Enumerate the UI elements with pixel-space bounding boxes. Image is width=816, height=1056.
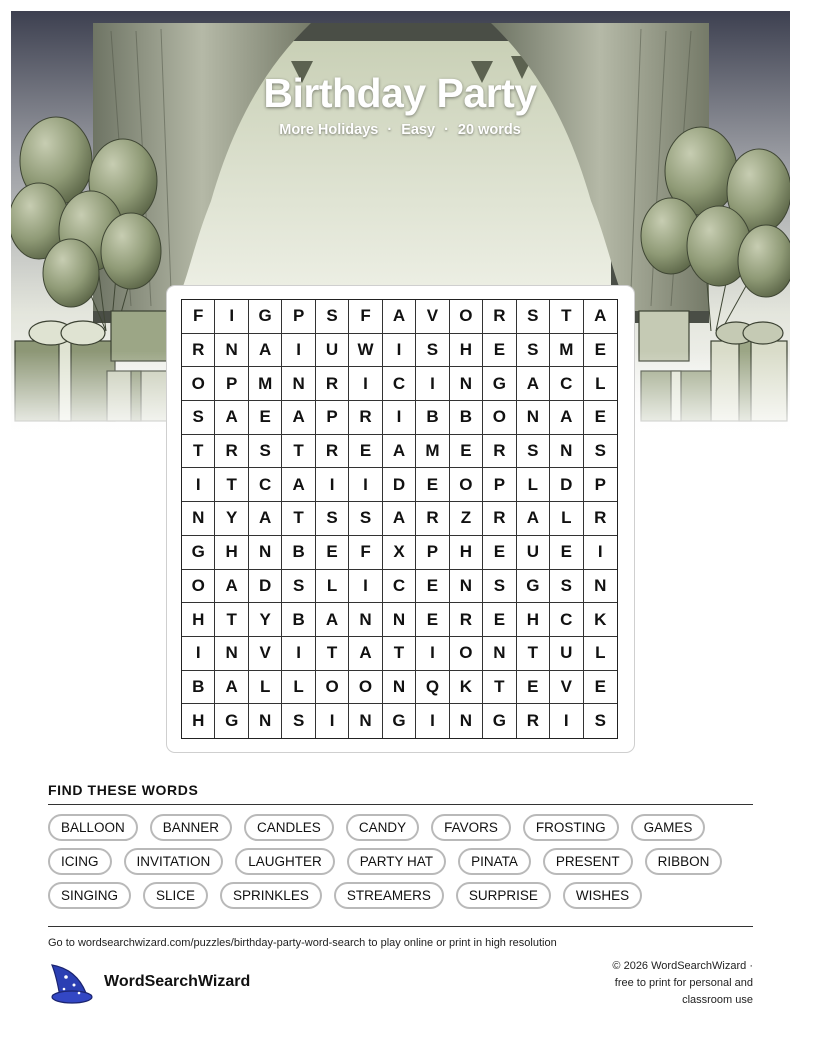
word-pill: CANDLES <box>244 814 334 841</box>
grid-cell: T <box>282 502 315 536</box>
word-pill: SLICE <box>143 882 208 909</box>
copyright-line: free to print for personal and <box>614 977 753 989</box>
grid-cell: N <box>249 536 282 570</box>
grid-cell: G <box>483 367 516 401</box>
copyright-line: © 2026 WordSearchWizard · <box>612 960 753 972</box>
difficulty-label: Easy <box>401 122 436 138</box>
grid-cell: O <box>182 570 215 604</box>
grid-cell: U <box>550 637 583 671</box>
grid-cell: N <box>450 570 483 604</box>
grid-cell: R <box>182 334 215 368</box>
grid-cell: E <box>349 435 382 469</box>
grid-cell: S <box>550 570 583 604</box>
grid-cell: T <box>282 435 315 469</box>
grid-cell: N <box>215 334 248 368</box>
grid-cell: S <box>594 711 606 731</box>
grid-cell: E <box>483 603 516 637</box>
grid-cell: B <box>450 401 483 435</box>
grid-cell: G <box>483 704 516 738</box>
grid-cell: R <box>416 502 449 536</box>
grid-cell: Y <box>215 502 248 536</box>
grid-cell: G <box>517 570 550 604</box>
grid-cell: G <box>182 536 215 570</box>
category-label: More Holidays <box>279 122 379 138</box>
grid-cell: A <box>215 671 248 705</box>
grid-cell: E <box>416 468 449 502</box>
grid-cell: F <box>349 536 382 570</box>
grid-cell: O <box>450 468 483 502</box>
grid-cell: M <box>249 367 282 401</box>
word-bank-row <box>48 848 768 875</box>
grid-cell: L <box>249 671 282 705</box>
grid-cell: S <box>316 300 349 334</box>
word-pill: BALLOON <box>48 814 138 841</box>
grid-cell: K <box>450 671 483 705</box>
grid-cell: A <box>249 502 282 536</box>
grid-cell: N <box>215 637 248 671</box>
word-bank-heading: FIND THESE WORDS <box>48 782 199 798</box>
copyright-notice <box>553 958 753 1009</box>
grid-cell: O <box>450 300 483 334</box>
grid-cell: N <box>483 637 516 671</box>
grid-cell: C <box>550 367 583 401</box>
grid-cell: U <box>517 536 550 570</box>
grid-cell: L <box>550 502 583 536</box>
grid-cell: A <box>550 401 583 435</box>
grid-cell: P <box>483 468 516 502</box>
word-pill: LAUGHTER <box>235 848 335 875</box>
grid-cell: B <box>282 536 315 570</box>
grid-cell: I <box>550 704 583 738</box>
grid-cell: I <box>383 334 416 368</box>
grid-cell: O <box>450 637 483 671</box>
grid-cell: L <box>584 367 617 401</box>
word-pill: SINGING <box>48 882 131 909</box>
grid-cell: U <box>316 334 349 368</box>
grid-cell: T <box>383 637 416 671</box>
grid-cell: L <box>282 671 315 705</box>
grid-cell: O <box>349 671 382 705</box>
word-pill: WISHES <box>563 882 642 909</box>
grid-cell: S <box>483 570 516 604</box>
puzzle-meta <box>0 122 800 138</box>
grid-cell: S <box>282 704 315 738</box>
grid-cell: B <box>282 603 315 637</box>
grid-cell: V <box>416 300 449 334</box>
word-pill: FROSTING <box>523 814 619 841</box>
grid-cell: N <box>182 502 215 536</box>
grid-cell: I <box>215 300 248 334</box>
grid-cell: P <box>215 367 248 401</box>
word-bank <box>48 814 768 916</box>
word-pill: SPRINKLES <box>220 882 322 909</box>
grid-cell: T <box>517 637 550 671</box>
grid-cell: A <box>215 401 248 435</box>
meta-separator: · <box>444 122 449 138</box>
grid-cell: E <box>584 401 617 435</box>
word-pill: CANDY <box>346 814 419 841</box>
grid-cell: D <box>383 468 416 502</box>
meta-separator: · <box>387 122 393 138</box>
word-pill: INVITATION <box>124 848 224 875</box>
grid-cell: A <box>383 502 416 536</box>
letter-grid <box>181 299 618 739</box>
grid-cell: F <box>182 300 215 334</box>
grid-cell: I <box>182 637 215 671</box>
grid-cell: R <box>483 502 516 536</box>
word-pill: FAVORS <box>431 814 511 841</box>
grid-cell: N <box>450 704 483 738</box>
grid-cell: I <box>316 704 349 738</box>
grid-cell: I <box>383 401 416 435</box>
grid-cell: P <box>282 300 315 334</box>
grid-cell: I <box>416 367 449 401</box>
grid-cell: I <box>282 637 315 671</box>
grid-cell: A <box>383 300 416 334</box>
grid-cell: S <box>249 435 282 469</box>
grid-cell: H <box>450 536 483 570</box>
grid-cell: H <box>182 704 215 738</box>
grid-cell: C <box>249 468 282 502</box>
grid-cell: N <box>517 401 550 435</box>
grid-cell: N <box>249 704 282 738</box>
grid-cell: E <box>584 334 617 368</box>
grid-cell: E <box>416 570 449 604</box>
grid-cell: P <box>416 536 449 570</box>
grid-cell: A <box>517 367 550 401</box>
grid-cell: R <box>483 300 516 334</box>
grid-cell: O <box>483 401 516 435</box>
grid-cell: D <box>550 468 583 502</box>
grid-cell: E <box>483 334 516 368</box>
grid-cell: C <box>383 570 416 604</box>
grid-cell: M <box>416 435 449 469</box>
grid-cell: N <box>584 570 617 604</box>
grid-cell: H <box>517 603 550 637</box>
grid-cell: T <box>316 637 349 671</box>
word-pill: PRESENT <box>543 848 633 875</box>
grid-cell: M <box>550 334 583 368</box>
grid-cell: I <box>416 637 449 671</box>
grid-cell: L <box>316 570 349 604</box>
grid-cell: I <box>349 570 382 604</box>
word-pill: GAMES <box>631 814 706 841</box>
grid-cell: K <box>584 603 617 637</box>
grid-cell: E <box>450 435 483 469</box>
grid-cell: A <box>215 570 248 604</box>
grid-cell: S <box>517 300 550 334</box>
copyright-line: classroom use <box>682 994 753 1006</box>
grid-cell: P <box>584 468 617 502</box>
grid-cell: D <box>249 570 282 604</box>
grid-cell: S <box>282 570 315 604</box>
word-pill: STREAMERS <box>334 882 444 909</box>
word-pill: SURPRISE <box>456 882 551 909</box>
grid-cell: G <box>383 704 416 738</box>
grid-cell: S <box>349 502 382 536</box>
grid-cell: E <box>517 671 550 705</box>
word-bank-row <box>48 814 768 841</box>
grid-cell: X <box>383 536 416 570</box>
grid-cell: R <box>517 704 550 738</box>
grid-cell: O <box>182 367 215 401</box>
grid-cell: S <box>584 435 617 469</box>
grid-cell: R <box>450 603 483 637</box>
grid-cell: A <box>282 401 315 435</box>
grid-cell: I <box>282 334 315 368</box>
grid-cell: V <box>550 671 583 705</box>
grid-cell: A <box>584 300 617 334</box>
grid-cell: S <box>316 502 349 536</box>
grid-cell: S <box>182 401 215 435</box>
grid-cell: Z <box>450 502 483 536</box>
grid-cell: R <box>316 435 349 469</box>
word-pill: PINATA <box>458 848 531 875</box>
grid-cell: E <box>483 536 516 570</box>
grid-cell: E <box>249 401 282 435</box>
grid-cell: P <box>316 401 349 435</box>
grid-cell: H <box>215 536 248 570</box>
grid-cell: N <box>383 671 416 705</box>
grid-cell: T <box>182 435 215 469</box>
grid-cell: F <box>349 300 382 334</box>
grid-cell: I <box>349 468 382 502</box>
grid-cell: G <box>249 300 282 334</box>
grid-cell: I <box>349 367 382 401</box>
grid-cell: A <box>282 468 315 502</box>
divider <box>48 926 753 927</box>
word-pill: PARTY HAT <box>347 848 446 875</box>
grid-cell: R <box>349 401 382 435</box>
grid-cell: B <box>182 671 215 705</box>
grid-cell: C <box>383 367 416 401</box>
grid-cell: E <box>584 671 617 705</box>
word-pill: RIBBON <box>645 848 723 875</box>
word-pill: ICING <box>48 848 112 875</box>
divider <box>48 804 753 805</box>
grid-cell: A <box>383 435 416 469</box>
footer-url-text: Go to wordsearchwizard.com/puzzles/birthday-party-word-search to play online or print in high resolution <box>48 937 557 949</box>
grid-cell: A <box>316 603 349 637</box>
grid-cell: W <box>349 334 382 368</box>
grid-cell: Y <box>249 603 282 637</box>
grid-cell: H <box>450 334 483 368</box>
grid-cell: N <box>349 704 382 738</box>
grid-cell: A <box>517 502 550 536</box>
grid-cell: A <box>349 637 382 671</box>
page-title: Birthday Party <box>263 70 537 116</box>
grid-cell: N <box>282 367 315 401</box>
grid-cell: N <box>550 435 583 469</box>
grid-cell: I <box>416 704 449 738</box>
grid-cell: S <box>416 334 449 368</box>
grid-cell: R <box>483 435 516 469</box>
word-pill: BANNER <box>150 814 232 841</box>
grid-cell: T <box>550 300 583 334</box>
grid-cell: R <box>316 367 349 401</box>
grid-cell: E <box>316 536 349 570</box>
grid-cell: G <box>215 704 248 738</box>
grid-cell: L <box>584 637 617 671</box>
grid-cell: I <box>182 468 215 502</box>
grid-cell: Q <box>416 671 449 705</box>
grid-cell: S <box>517 334 550 368</box>
grid-cell: H <box>182 603 215 637</box>
grid-cell: R <box>584 502 617 536</box>
grid-cell: S <box>517 435 550 469</box>
grid-cell: T <box>215 468 248 502</box>
word-count-label: 20 words <box>457 122 521 138</box>
wizard-hat-icon <box>46 963 94 1005</box>
brand-name: WordSearchWizard <box>104 973 251 990</box>
grid-cell: E <box>550 536 583 570</box>
grid-cell: B <box>416 401 449 435</box>
grid-cell: I <box>316 468 349 502</box>
grid-cell: N <box>450 367 483 401</box>
grid-cell: O <box>316 671 349 705</box>
grid-cell: E <box>416 603 449 637</box>
grid-cell: N <box>349 603 382 637</box>
grid-cell: N <box>383 603 416 637</box>
word-bank-row <box>48 882 768 909</box>
grid-cell: I <box>584 536 617 570</box>
grid-cell: A <box>249 334 282 368</box>
grid-cell: R <box>215 435 248 469</box>
grid-cell: L <box>517 468 550 502</box>
grid-cell: T <box>483 671 516 705</box>
grid-cell: C <box>550 603 583 637</box>
grid-cell: V <box>249 637 282 671</box>
grid-cell: T <box>215 603 248 637</box>
